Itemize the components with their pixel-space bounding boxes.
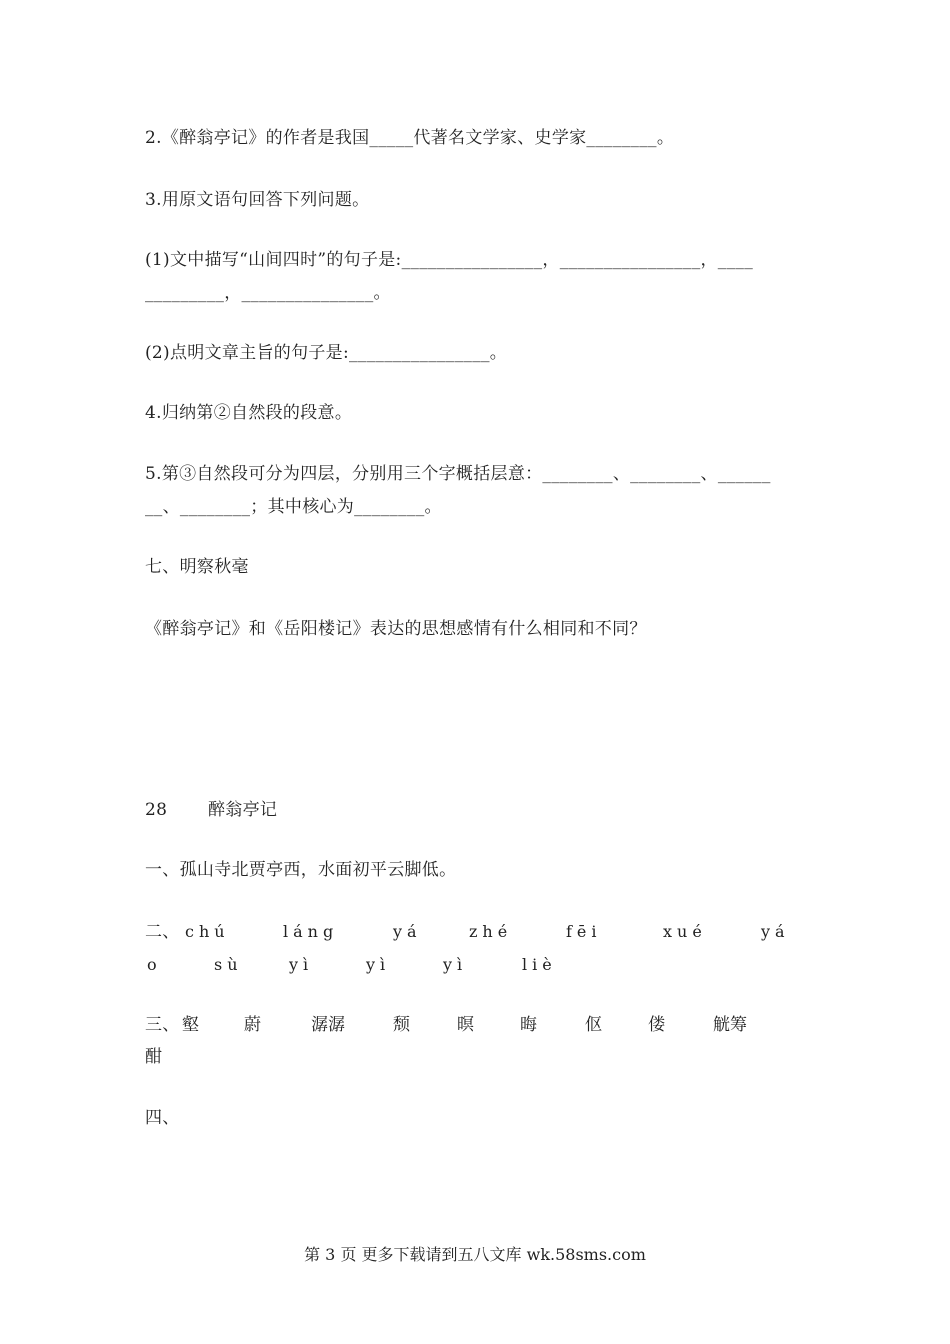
question-5-line-1: 5.第③自然段可分为四层，分别用三个字概括层意：________、________、______ — [145, 464, 771, 484]
pinyin-item: yì — [443, 955, 468, 974]
question-2: 2.《醉翁亭记》的作者是我国_____代著名文学家、史学家________。 — [145, 128, 675, 148]
question-5-line-2: __、________；其中核心为________。 — [145, 497, 442, 517]
page-footer: 第 3 页 更多下载请到五八文库 wk.58sms.com — [304, 1245, 646, 1264]
character-item: 暝 — [457, 1015, 474, 1035]
answer-title: 醉翁亭记 — [208, 800, 278, 820]
character-item: 蔚 — [244, 1015, 261, 1035]
pinyin-item: fēi — [566, 922, 602, 941]
answer-2-label: 二、 — [145, 922, 180, 942]
pinyin-item: liè — [522, 955, 557, 974]
pinyin-item: zhé — [469, 922, 513, 941]
answer-number: 28 — [145, 800, 168, 820]
question-3-1-line-2: _________，_______________。 — [145, 283, 391, 303]
character-item: 伛 — [585, 1015, 602, 1035]
pinyin-item: sù — [214, 955, 243, 974]
character-item: 觥筹 — [713, 1015, 747, 1035]
question-4: 4.归纳第②自然段的段意。 — [145, 403, 353, 423]
pinyin-item: yá — [393, 922, 422, 941]
pinyin-item: láng — [283, 922, 339, 941]
pinyin-item: chú — [185, 922, 230, 941]
answer-4-label: 四、 — [145, 1108, 180, 1128]
character-item: 晦 — [520, 1015, 537, 1035]
pinyin-item: yá — [761, 922, 790, 941]
character-item: 潺潺 — [311, 1015, 345, 1035]
question-3-1-line-1: (1)文中描写“山间四时”的句子是:________________，________________，____ — [145, 250, 753, 270]
answer-3-label: 三、 — [145, 1015, 180, 1035]
question-3: 3.用原文语句回答下列问题。 — [145, 190, 370, 210]
pinyin-item: o — [147, 955, 162, 974]
pinyin-item: xué — [663, 922, 707, 941]
character-item: 偻 — [648, 1015, 665, 1035]
pinyin-item: yì — [366, 955, 391, 974]
pinyin-item: yì — [289, 955, 314, 974]
character-item: 壑 — [182, 1015, 199, 1035]
answer-1: 一、孤山寺北贾亭西，水面初平云脚低。 — [145, 860, 457, 880]
section-7-question: 《醉翁亭记》和《岳阳楼记》表达的思想感情有什么相同和不同？ — [145, 619, 647, 639]
character-item: 颓 — [393, 1015, 410, 1035]
question-3-2: (2)点明文章主旨的句子是:________________。 — [145, 343, 508, 363]
section-7-heading: 七、明察秋毫 — [145, 557, 249, 577]
character-item: 酣 — [145, 1047, 163, 1067]
